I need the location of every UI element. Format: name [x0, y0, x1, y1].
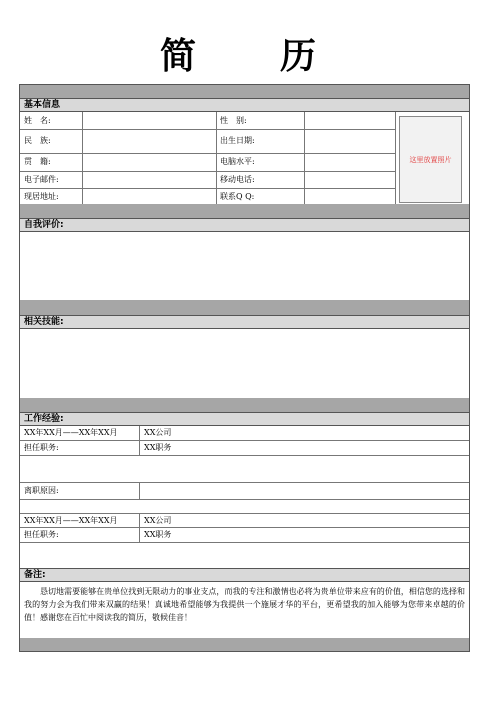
job1-leave-label: 离职原因: — [24, 486, 59, 495]
section-header-self-eval: 自我评价: — [20, 218, 469, 232]
grid-line — [20, 499, 469, 500]
birthdate-label: 出生日期: — [220, 136, 255, 145]
section-bar — [20, 398, 469, 412]
hometown-label: 贯 籍: — [24, 157, 51, 166]
grid-line — [20, 527, 469, 528]
self-eval-area — [20, 232, 469, 300]
job2-company: XX公司 — [144, 516, 172, 525]
qq-label: 联系Q Q: — [220, 192, 255, 201]
job1-position-label: 担任职务: — [24, 443, 59, 452]
job1-position: XX职务 — [144, 443, 172, 452]
grid-line — [395, 112, 396, 204]
name-label: 姓 名: — [24, 116, 51, 125]
section-header-remarks: 备注: — [20, 568, 469, 582]
grid-line — [20, 542, 469, 543]
job2-period: XX年XX月——XX年XX月 — [24, 516, 118, 525]
skills-area — [20, 329, 469, 398]
grid-line — [20, 171, 395, 172]
section-bar — [20, 638, 469, 651]
grid-line — [216, 112, 217, 204]
photo-placeholder-text: 这里放置照片 — [409, 156, 452, 164]
grid-line — [20, 482, 469, 483]
job1-period: XX年XX月——XX年XX月 — [24, 428, 118, 437]
section-bar — [20, 204, 469, 218]
page-title: 简 历 — [159, 36, 340, 77]
computer-label: 电脑水平: — [220, 157, 255, 166]
grid-line — [139, 426, 140, 455]
grid-line — [82, 112, 83, 204]
grid-line — [20, 188, 395, 189]
grid-line — [20, 153, 395, 154]
email-label: 电子邮件: — [24, 175, 59, 184]
grid-line — [20, 129, 395, 130]
grid-line — [20, 455, 469, 456]
section-bar — [20, 85, 469, 98]
job1-company: XX公司 — [144, 428, 172, 437]
job2-position: XX职务 — [144, 530, 172, 539]
gender-label: 性 别: — [220, 116, 247, 125]
ethnicity-label: 民 族: — [24, 136, 51, 145]
section-bar — [20, 300, 469, 315]
section-header-work: 工作经验: — [20, 412, 469, 426]
grid-line — [304, 112, 305, 204]
mobile-label: 移动电话: — [220, 175, 255, 184]
resume-sheet — [19, 84, 470, 652]
grid-line — [139, 513, 140, 542]
remarks-text: 恳切地需要能够在贵单位找到无限动力的事业支点，而我的专注和激情也必将为贵单位带来应有的价值，相信您的选择和我的努力会为我们带来双赢的结果！真诚地希望能够为我提供一个施展才华的平台，更希望我的加入能够为您带来卓越的价值！感谢您在百忙中阅读我的简历，敬候佳音！ — [24, 587, 465, 622]
address-label: 现居地址: — [24, 192, 59, 201]
grid-line — [139, 482, 140, 499]
section-header-skills: 相关技能: — [20, 315, 469, 329]
grid-line — [20, 513, 469, 514]
job2-position-label: 担任职务: — [24, 530, 59, 539]
section-header-basic: 基本信息 — [20, 98, 469, 112]
grid-line — [20, 440, 469, 441]
photo-placeholder — [399, 116, 462, 203]
